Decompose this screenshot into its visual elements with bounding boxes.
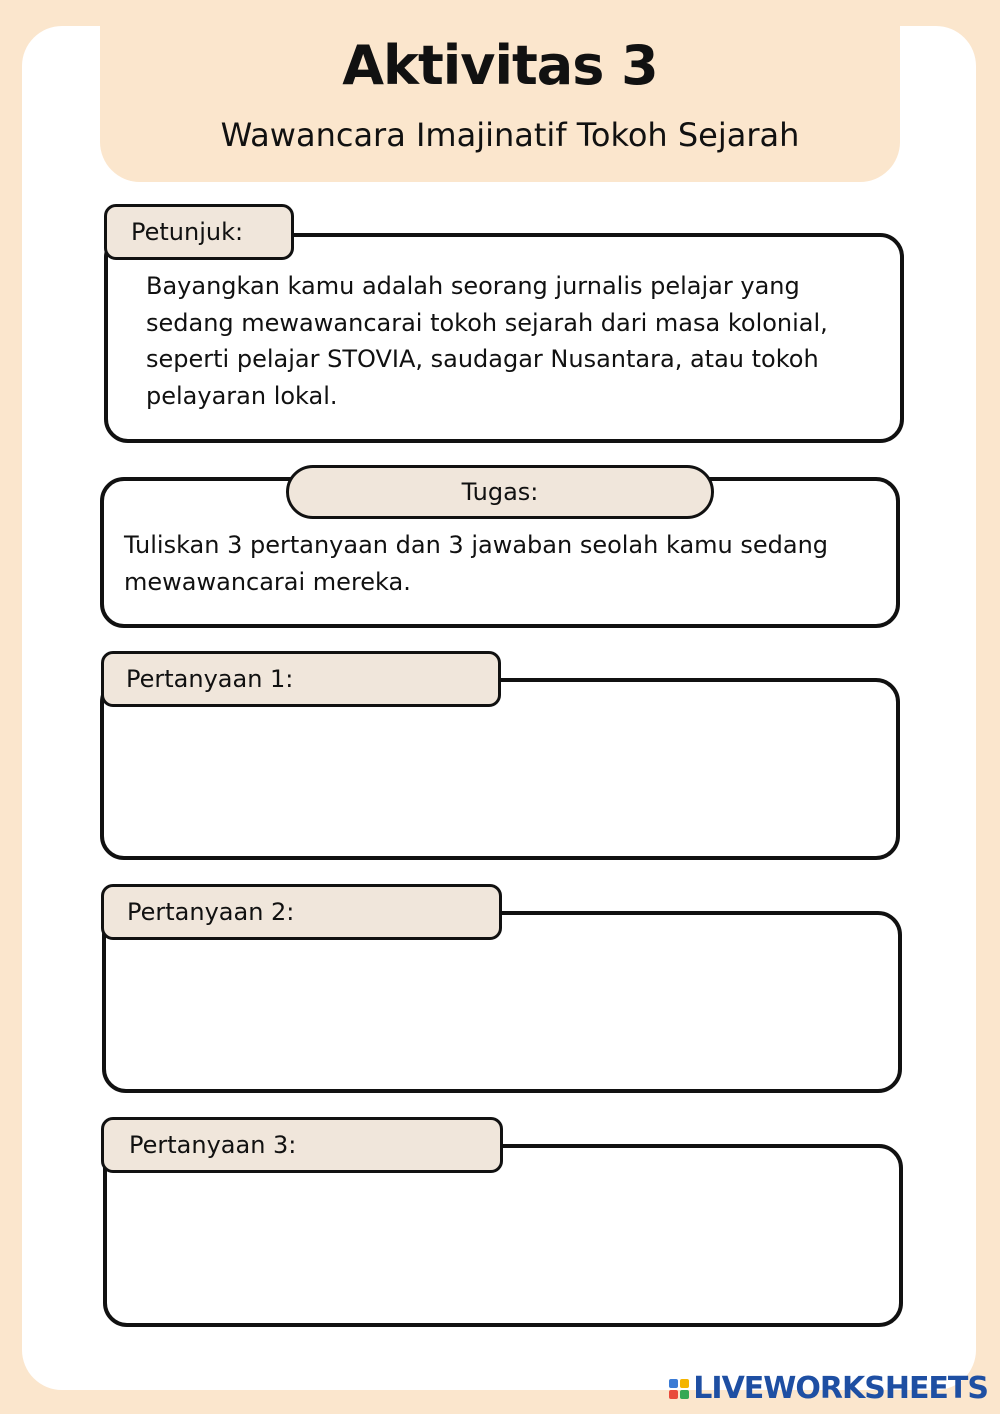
question-2-answer-input[interactable] <box>122 955 882 1075</box>
task-line: mewawancarai mereka. <box>124 567 411 596</box>
instructions-line: sedang mewawancarai tokoh sejarah dari masa kolonial, <box>146 308 828 337</box>
instructions-label: Petunjuk: <box>131 218 244 246</box>
instructions-tab <box>104 204 294 260</box>
page-subtitle: Wawancara Imajinatif Tokoh Sejarah <box>220 116 800 154</box>
liveworksheets-logo-icon <box>669 1379 689 1399</box>
liveworksheets-watermark[interactable] <box>669 1371 988 1406</box>
page-title: Aktivitas 3 <box>342 34 658 97</box>
question-2-label: Pertanyaan 2: <box>127 898 295 926</box>
question-1-tab <box>101 651 501 707</box>
question-1-answer-input[interactable] <box>120 722 880 842</box>
instructions-text <box>146 268 886 414</box>
instructions-line: seperti pelajar STOVIA, saudagar Nusantara, atau tokoh <box>146 345 819 373</box>
instructions-line: pelayaran lokal. <box>146 381 338 410</box>
task-text <box>124 527 884 600</box>
question-2-tab <box>101 884 502 940</box>
question-1-label: Pertanyaan 1: <box>126 665 294 693</box>
instructions-line: Bayangkan kamu adalah seorang jurnalis pelajar yang <box>146 272 800 300</box>
liveworksheets-wordmark: LIVEWORKSHEETS <box>693 1371 988 1406</box>
question-3-answer-input[interactable] <box>123 1188 883 1309</box>
question-3-label: Pertanyaan 3: <box>129 1131 297 1159</box>
task-label: Tugas: <box>461 478 539 506</box>
task-tab <box>286 465 714 519</box>
task-line: Tuliskan 3 pertanyaan dan 3 jawaban seolah kamu sedang <box>124 531 829 559</box>
question-3-tab <box>101 1117 503 1173</box>
